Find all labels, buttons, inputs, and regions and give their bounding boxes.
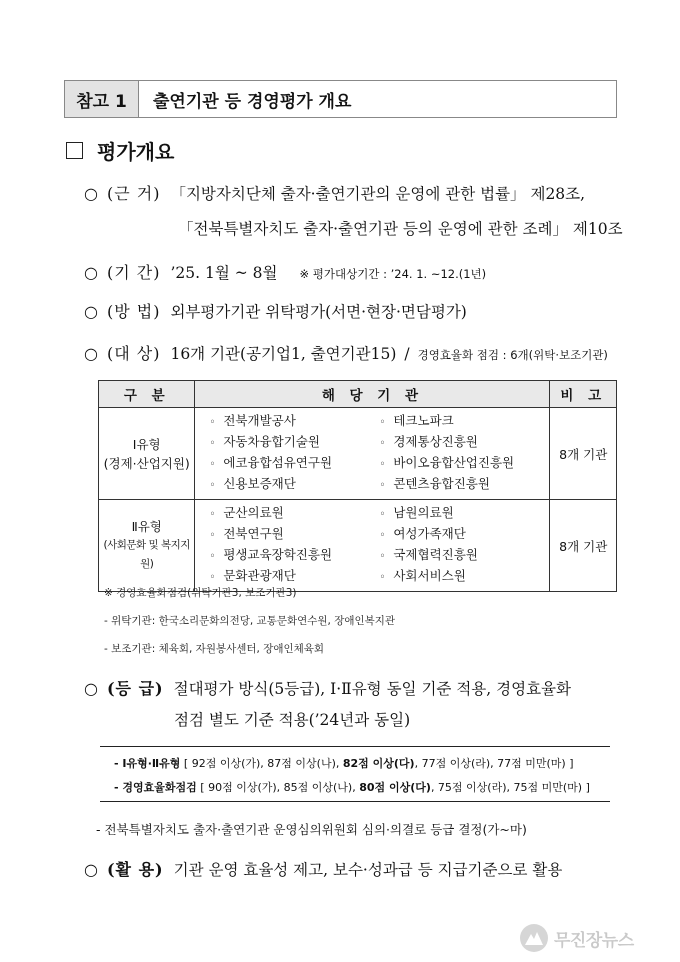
basis-text-2: 「전북특별자치도 출자·출연기관 등의 운영에 관한 조례」 제10조 <box>178 220 623 238</box>
grade-row-part: [ 90점 이상(가), 85점 이상(나), <box>200 781 356 794</box>
basis-label: (근 거) <box>106 184 161 203</box>
period-note: ※ 평가대상기간 : ’24. 1. ~12.(1년) <box>299 267 487 281</box>
grade-line-2 <box>174 708 410 730</box>
grade-criteria-box <box>100 746 610 802</box>
type-cell <box>99 500 195 592</box>
table-row <box>99 408 617 500</box>
bullet-circle-icon: ○ <box>84 679 98 698</box>
bullet-circle-icon: ○ <box>84 263 98 282</box>
grade-criteria-row-types <box>114 755 574 771</box>
usage-label: (활 용) <box>106 860 164 879</box>
type-sub: (경제·산업지원) <box>103 455 190 471</box>
type-name: Ⅰ유형 <box>132 436 161 452</box>
grade-row-part: , 77점 이상(라), 77점 미만(마) ] <box>414 757 574 770</box>
target-line <box>84 341 608 364</box>
bullet-circle-icon: ○ <box>84 302 98 321</box>
decision-line <box>96 820 527 838</box>
section-heading <box>66 136 174 165</box>
institution-item: ◦ 테크노파크 <box>379 412 549 432</box>
usage-line <box>84 857 562 880</box>
checkbox-square-icon <box>66 142 83 159</box>
institution-item: ◦ 여성가족재단 <box>379 525 549 545</box>
grade-row-lead: - Ⅰ유형·Ⅱ유형 <box>114 757 181 770</box>
decision-text: - 전북특별자치도 출자·출연기관 운영심의위원회 심의·의결로 등급 결정(가~마) <box>96 822 527 837</box>
institutions-cell <box>195 500 550 592</box>
grade-row-lead: - 경영효율화점검 <box>114 781 197 794</box>
grade-row-emph: 80점 이상(다) <box>359 781 431 794</box>
institution-item: ◦ 남원의료원 <box>379 504 549 524</box>
grade-row-part: [ 92점 이상(가), 87점 이상(나), <box>183 757 340 770</box>
institution-item: ◦ 전북연구원 <box>209 525 379 545</box>
period-label: (기 간) <box>106 263 161 282</box>
watermark <box>520 920 676 956</box>
grade-text-1: 절대평가 방식(5등급), Ⅰ·Ⅱ유형 동일 기준 적용, 경영효율화 <box>173 680 571 698</box>
method-label: (방 법) <box>106 302 161 321</box>
method-text: 외부평가기관 위탁평가(서면·현장·면담평가) <box>170 303 467 321</box>
bullet-circle-icon: ○ <box>84 344 98 363</box>
type-cell <box>99 408 195 500</box>
grade-criteria-row-efficiency <box>114 779 590 795</box>
table-header-institutions: 해 당 기 관 <box>195 381 550 408</box>
period-line <box>84 260 486 283</box>
memo-subsidized: - 보조기관: 체육회, 자원봉사센터, 장애인체육회 <box>104 643 325 655</box>
institution-item: ◦ 에코융합섬유연구원 <box>209 454 379 474</box>
institution-item: ◦ 신용보증재단 <box>209 475 379 495</box>
type-sub: (사회문화 및 복지지원) <box>103 539 190 570</box>
basis-line <box>84 181 585 204</box>
grade-row-part: , 75점 이상(라), 75점 미만(마) ] <box>430 781 590 794</box>
institution-item: ◦ 국제협력진흥원 <box>379 546 549 566</box>
institution-item: ◦ 문화관광재단 <box>209 567 379 587</box>
institution-item: ◦ 경제통상진흥원 <box>379 433 549 453</box>
title-tag: 참고 1 <box>65 81 139 117</box>
bullet-circle-icon: ○ <box>84 860 98 879</box>
memo-efficiency: ※ 경영효율화점검(위탁기관3, 보조기관3) <box>104 587 297 599</box>
institution-item: ◦ 바이오융합산업진흥원 <box>379 454 549 474</box>
target-text: 16개 기관(공기업1, 출연기관15) <box>170 345 397 363</box>
title-box <box>64 80 617 118</box>
method-line <box>84 299 467 322</box>
institution-item: ◦ 자동차융합기술원 <box>209 433 379 453</box>
table-header-type: 구 분 <box>99 381 195 408</box>
title-text: 출연기관 등 경영평가 개요 <box>153 91 352 112</box>
grade-line <box>84 676 571 699</box>
mountain-logo-icon <box>520 924 548 952</box>
watermark-text: 무진장뉴스 <box>554 930 634 951</box>
usage-text: 기관 운영 효율성 제고, 보수·성과급 등 지급기준으로 활용 <box>173 861 563 879</box>
grade-row-emph: 82점 이상(다) <box>342 757 415 770</box>
note-cell: 8개 기관 <box>550 500 617 592</box>
institution-item: ◦ 군산의료원 <box>209 504 379 524</box>
target-label: (대 상) <box>106 344 161 363</box>
institution-item: ◦ 콘텐츠융합진흥원 <box>379 475 549 495</box>
table-row <box>99 500 617 592</box>
table-header-note: 비 고 <box>550 381 617 408</box>
institution-item: ◦ 전북개발공사 <box>209 412 379 432</box>
grade-text-2: 점검 별도 기준 적용(’24년과 동일) <box>174 711 411 729</box>
basis-text-1: 「지방자치단체 출자·출연기관의 운영에 관한 법률」 제28조, <box>170 185 586 203</box>
institution-table <box>98 380 617 592</box>
grade-label: (등 급) <box>106 679 164 698</box>
institution-item: ◦ 사회서비스원 <box>379 567 549 587</box>
memo-consigned: - 위탁기관: 한국소리문화의전당, 교통문화연수원, 장애인복지관 <box>104 615 396 627</box>
bullet-circle-icon: ○ <box>84 184 98 203</box>
basis-line-2 <box>178 217 623 239</box>
section-heading-text: 평가개요 <box>97 140 175 164</box>
institution-item: ◦ 평생교육장학진흥원 <box>209 546 379 566</box>
target-note: 경영효율화 점검 : 6개(위탁·보조기관) <box>417 348 608 362</box>
institutions-cell <box>195 408 550 500</box>
note-cell: 8개 기관 <box>550 408 617 500</box>
target-separator: / <box>404 345 410 363</box>
type-name: Ⅱ유형 <box>131 519 162 534</box>
period-text: ’25. 1월 ~ 8월 <box>170 264 278 282</box>
